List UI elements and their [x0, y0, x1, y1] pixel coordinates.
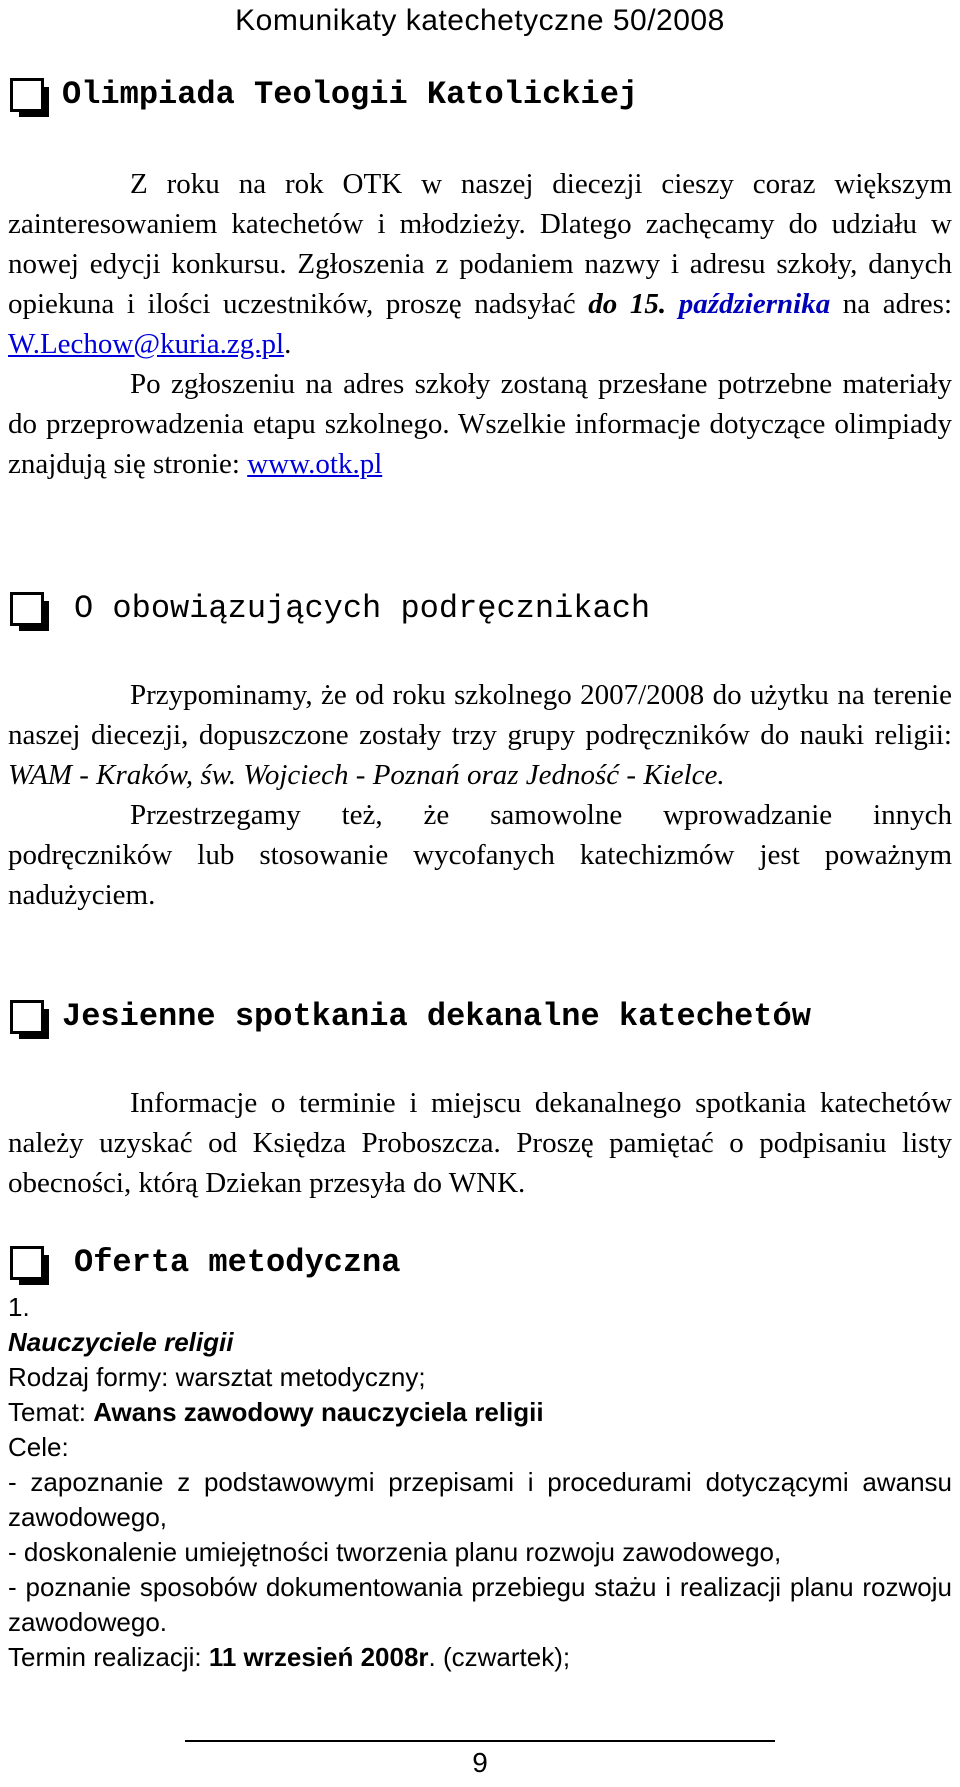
section-title-text: Jesienne spotkania dekanalne katechetów: [62, 998, 811, 1035]
section-body-podreczniki: [8, 675, 952, 915]
paragraph: Z roku na rok OTK w naszej diecezji cieszy coraz większym zainteresowaniem katechetów i młodzieży. Dlatego zachęcamy do udziału w nowej edycji konkursu. Zgłoszenia z podaniem nazwy i adresu szkoły, danych opiekuna i ilości uczestników, proszę nadsyłać do 15. października na adres: W.Lechow@kuria.zg.pl.: [8, 168, 953, 360]
page-number: 9: [472, 1747, 488, 1778]
running-header: Komunikaty katechetyczne 50/2008: [235, 4, 725, 37]
section-body-oferta: [8, 1290, 952, 1675]
section-body-otk: [8, 164, 952, 484]
section-title-oferta: [10, 1244, 400, 1281]
otk-website-link[interactable]: www.otk.pl: [247, 448, 383, 480]
section-title-text: Oferta metodyczna: [74, 1244, 401, 1281]
paragraph: Po zgłoszeniu na adres szkoły zostaną przesłane potrzebne materiały do przeprowadzenia etapu szkolnego. Wszelkie informacje dotyczące olimpiady znajdują się stronie: www.otk.pl: [8, 368, 952, 480]
checkbox-icon: [10, 1000, 44, 1034]
checkbox-icon: [10, 592, 44, 626]
paragraph: Informacje o terminie i miejscu dekanalnego spotkania katechetów należy uzyskać od Księdza Proboszcza. Proszę pamiętać o podpisaniu listy obecności, którą Dziekan przesyła do WNK.: [8, 1087, 952, 1199]
deadline-month: października: [678, 288, 831, 320]
topic: Temat: Awans zawodowy nauczyciela religii: [8, 1397, 544, 1427]
email-link[interactable]: W.Lechow@kuria.zg.pl: [8, 328, 285, 360]
checkbox-icon: [10, 1246, 44, 1280]
section-title-text: O obowiązujących podręcznikach: [74, 590, 651, 627]
paragraph: Przypominamy, że od roku szkolnego 2007/2008 do użytku na terenie naszej diecezji, dopuszczone zostały trzy grupy podręczników do nauki religii: WAM - Kraków, św. Wojciech - Poznań oraz Jedność - Kielce.: [8, 679, 952, 791]
section-title-otk: [10, 76, 638, 113]
goal-item: - zapoznanie z podstawowymi przepisami i procedurami dotyczącymi awansu zawodowego,: [8, 1467, 952, 1532]
goal-item: - doskonalenie umiejętności tworzenia planu rozwoju zawodowego,: [8, 1537, 782, 1567]
item-number: 1.: [8, 1292, 30, 1322]
deadline-day: do 15.: [588, 288, 667, 320]
audience: Nauczyciele religii: [8, 1327, 234, 1357]
form-type: Rodzaj formy: warsztat metodyczny;: [8, 1362, 426, 1392]
checkbox-icon: [10, 78, 44, 112]
goals-label: Cele:: [8, 1432, 69, 1462]
paragraph: Przestrzegamy też, że samowolne wprowadzanie innych podręczników lub stosowanie wycofanych katechizmów jest poważnym nadużyciem.: [8, 799, 952, 911]
section-title-podreczniki: [10, 590, 650, 627]
term: Termin realizacji: 11 wrzesień 2008r. (czwartek);: [8, 1642, 571, 1672]
section-title-spotkania: [10, 998, 811, 1035]
footer-rule: [185, 1740, 775, 1742]
publishers-list: WAM - Kraków, św. Wojciech - Poznań oraz Jedność - Kielce.: [8, 759, 725, 791]
section-title-text: Olimpiada Teologii Katolickiej: [62, 76, 639, 113]
goal-item: - poznanie sposobów dokumentowania przebiegu stażu i realizacji planu rozwoju zawodowego.: [8, 1572, 952, 1637]
section-body-spotkania: [8, 1083, 952, 1203]
